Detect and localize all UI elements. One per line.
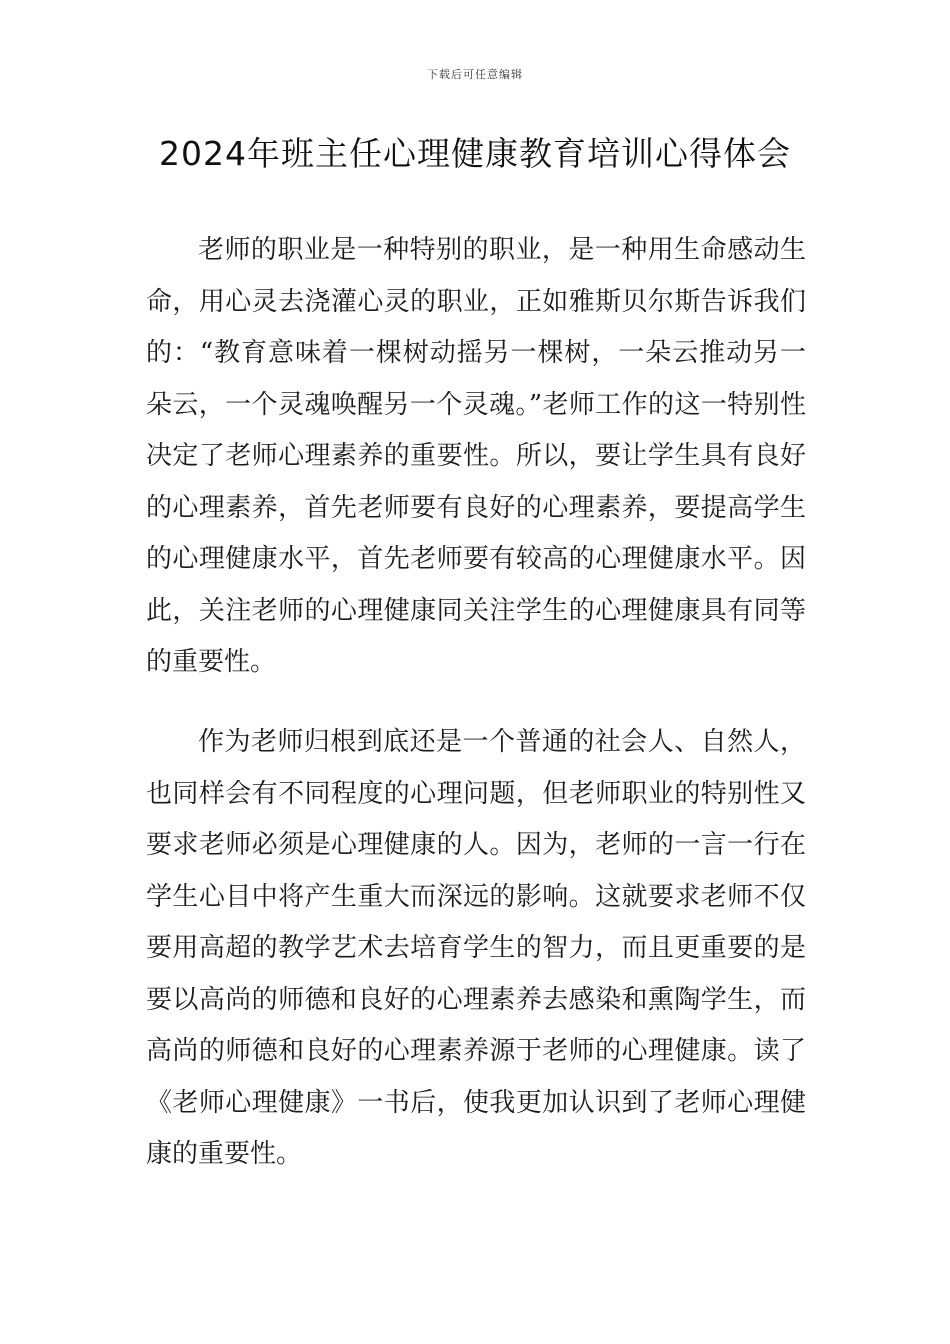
body-paragraph-2: 作为老师归根到底还是一个普通的社会人、自然人，也同样会有不同程度的心理问题，但老师职业的特别性又要求老师必须是心理健康的人。因为，老师的一言一行在学生心目中将产生重大而深远的影响。这就要求老师不仅要用高超的教学艺术去培育学生的智力，而且更重要的是要以高尚的师德和良好的心理素养去感染和熏陶学生，而高尚的师德和良好的心理素养源于老师的心理健康。读了《老师心理健康》一书后，使我更加认识到了老师心理健康的重要性。 (146, 727, 806, 1169)
body-paragraph-1: 老师的职业是一种特别的职业，是一种用生命感动生命，用心灵去浇灌心灵的职业，正如雅斯贝尔斯告诉我们的：“教育意味着一棵树动摇另一棵树，一朵云推动另一朵云，一个灵魂唤醒另一个灵魂。”老师工作的这一特别性决定了老师心理素养的重要性。所以，要让学生具有良好的心理素养，首先老师要有良好的心理素养，要提高学生的心理健康水平，首先老师要有较高的心理健康水平。因此，关注老师的心理健康同关注学生的心理健康具有同等的重要性。 (146, 235, 806, 677)
header-note: 下载后可任意编辑 (427, 68, 523, 81)
document-title: 2024年班主任心理健康教育培训心得体会 (159, 134, 791, 173)
